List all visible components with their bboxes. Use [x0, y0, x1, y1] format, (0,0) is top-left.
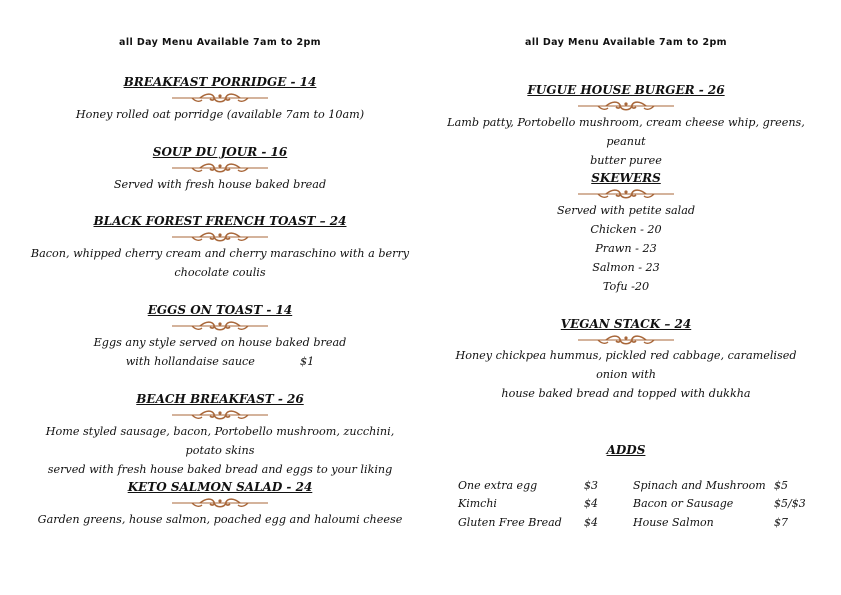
menu-item-title: KETO SALMON SALAD - 24: [127, 480, 313, 494]
description-line: Home styled sausage, bacon, Portobello mushroom, zucchini, potato skins: [45, 425, 395, 457]
description-line: butter puree: [590, 154, 662, 167]
menu-item-title: BEACH BREAKFAST - 26: [136, 392, 304, 406]
description-line: chocolate coulis: [174, 266, 266, 279]
menu-item-title: FUGUE HOUSE BURGER - 26: [527, 83, 725, 97]
menu-header: all Day Menu Available 7am to 2pm: [525, 37, 727, 48]
menu-item-title: SOUP DU JOUR - 16: [152, 145, 288, 159]
adds-item-name: Spinach and Mushroom: [633, 479, 766, 492]
adds-item-name: Kimchi: [458, 497, 497, 510]
adds-item-price: $4: [584, 516, 598, 529]
description-line: Honey rolled oat porridge (available 7am to 10am): [75, 108, 365, 121]
description-line: house baked bread and topped with dukkha: [501, 387, 751, 400]
adds-item-name: One extra egg: [458, 479, 538, 492]
menu-item-title: VEGAN STACK – 24: [560, 317, 692, 331]
adds-item-price: $3: [584, 479, 598, 492]
menu-item-title: BLACK FOREST FRENCH TOAST – 24: [93, 214, 347, 228]
description-line: Honey chickpea hummus, pickled red cabbage, caramelised onion with: [455, 349, 797, 381]
adds-item-name: Bacon or Sausage: [633, 497, 734, 510]
description-line: Salmon - 23: [592, 261, 660, 274]
description-line: Chicken - 20: [590, 223, 662, 236]
description-price: $1: [300, 355, 315, 368]
description-line: Served with petite salad: [556, 204, 696, 217]
description-line: Served with fresh house baked bread: [113, 178, 327, 191]
adds-title: ADDS: [606, 443, 646, 457]
description-line: Tofu -20: [602, 280, 650, 293]
adds-item-price: $5/$3: [774, 497, 806, 510]
adds-item-name: House Salmon: [633, 516, 714, 529]
menu-item-title: SKEWERS: [591, 171, 661, 185]
menu-header: all Day Menu Available 7am to 2pm: [119, 37, 321, 48]
description-text: with hollandaise sauce: [125, 355, 255, 368]
adds-item-name: Gluten Free Bread: [458, 516, 562, 529]
description-line: Bacon, whipped cherry cream and cherry maraschino with a berry: [30, 247, 410, 260]
description-line: served with fresh house baked bread and eggs to your liking: [47, 463, 393, 476]
description-line: Garden greens, house salmon, poached egg and haloumi cheese: [37, 513, 403, 526]
adds-item-price: $5: [774, 479, 788, 492]
menu-item-title: EGGS ON TOAST - 14: [147, 303, 293, 317]
adds-item-price: $4: [584, 497, 598, 510]
description-line: Eggs any style served on house baked bread: [93, 336, 347, 349]
description-line: Lamb patty, Portobello mushroom, cream cheese whip, greens, peanut: [447, 116, 805, 148]
menu-item-title: BREAKFAST PORRIDGE - 14: [123, 75, 317, 89]
adds-item-price: $7: [774, 516, 788, 529]
description-line: Prawn - 23: [595, 242, 657, 255]
